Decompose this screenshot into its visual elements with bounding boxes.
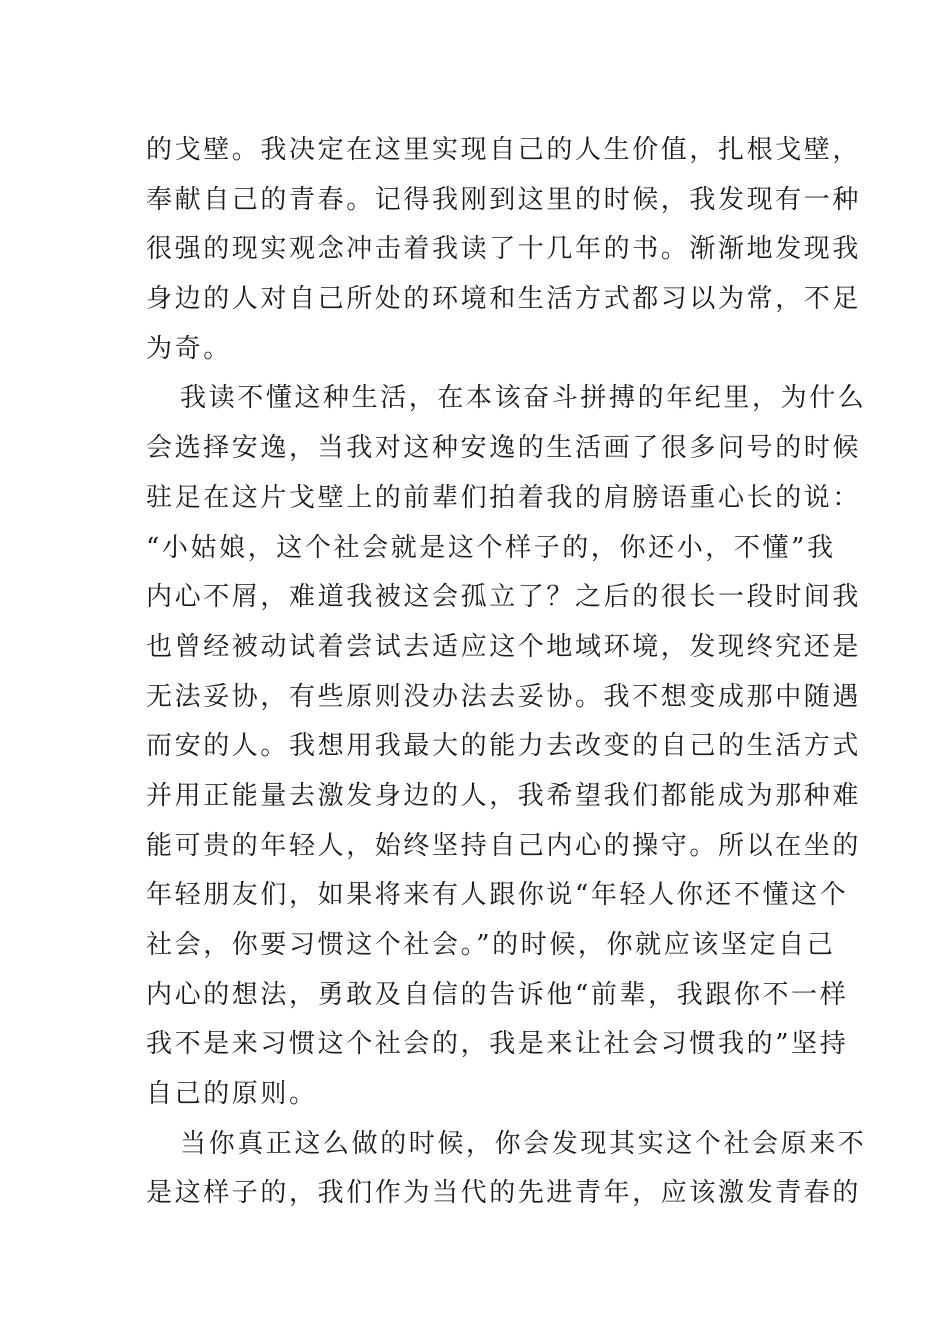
text-line: 的戈壁。我决定在这里实现自己的人生价值，扎根戈壁， [146, 135, 862, 165]
text-line: 年轻朋友们，如果将来有人跟你说“年轻人你还不懂这个 [146, 880, 849, 911]
text-line: 身边的人对自己所处的环境和生活方式都习以为常，不足 [146, 284, 862, 315]
paragraph-first-line: 我读不懂这种生活，在本该奋斗拼搏的年纪里，为什么 [180, 383, 867, 414]
text-line: 自己的原则。 [146, 1079, 318, 1110]
text-line: 并用正能量去激发身边的人，我希望我们都能成为那种难 [146, 780, 862, 811]
text-line: 社会，你要习惯这个社会。”的时候，你就应该坚定自己 [146, 930, 836, 960]
text-line: 是这样子的，我们作为当代的先进青年，应该激发青春的 [146, 1178, 862, 1209]
text-line: 而安的人。我想用我最大的能力去改变的自己的生活方式 [146, 731, 862, 762]
text-line: 为奇。 [146, 333, 232, 364]
text-line: 会选择安逸，当我对这种安逸的生活画了很多问号的时候 [146, 433, 862, 464]
text-line: 驻足在这片戈壁上的前辈们拍着我的肩膀语重心长的说： [146, 482, 862, 513]
paragraph-first-line: 当你真正这么做的时候，你会发现其实这个社会原来不 [180, 1128, 867, 1159]
text-line: 很强的现实观念冲击着我读了十几年的书。渐渐地发现我 [146, 234, 862, 265]
text-line: 无法妥协，有些原则没办法去妥协。我不想变成那中随遇 [146, 681, 862, 712]
body-text [146, 126, 867, 1219]
text-line: 奉献自己的青春。记得我刚到这里的时候，我发现有一种 [146, 184, 862, 215]
text-line: 也曾经被动试着尝试去适应这个地域环境，发现终究还是 [146, 631, 862, 662]
text-line: 内心不屑，难道我被这会孤立了？之后的很长一段时间我 [146, 582, 862, 613]
text-line: 内心的想法，勇敢及自信的告诉他“前辈，我跟你不一样 [146, 979, 849, 1010]
text-line: “小姑娘，这个社会就是这个样子的，你还小，不懂”我 [146, 532, 836, 563]
text-line: 能可贵的年轻人，始终坚持自己内心的操守。所以在坐的 [146, 830, 862, 861]
text-line: 我不是来习惯这个社会的，我是来让社会习惯我的”坚持 [146, 1029, 849, 1060]
